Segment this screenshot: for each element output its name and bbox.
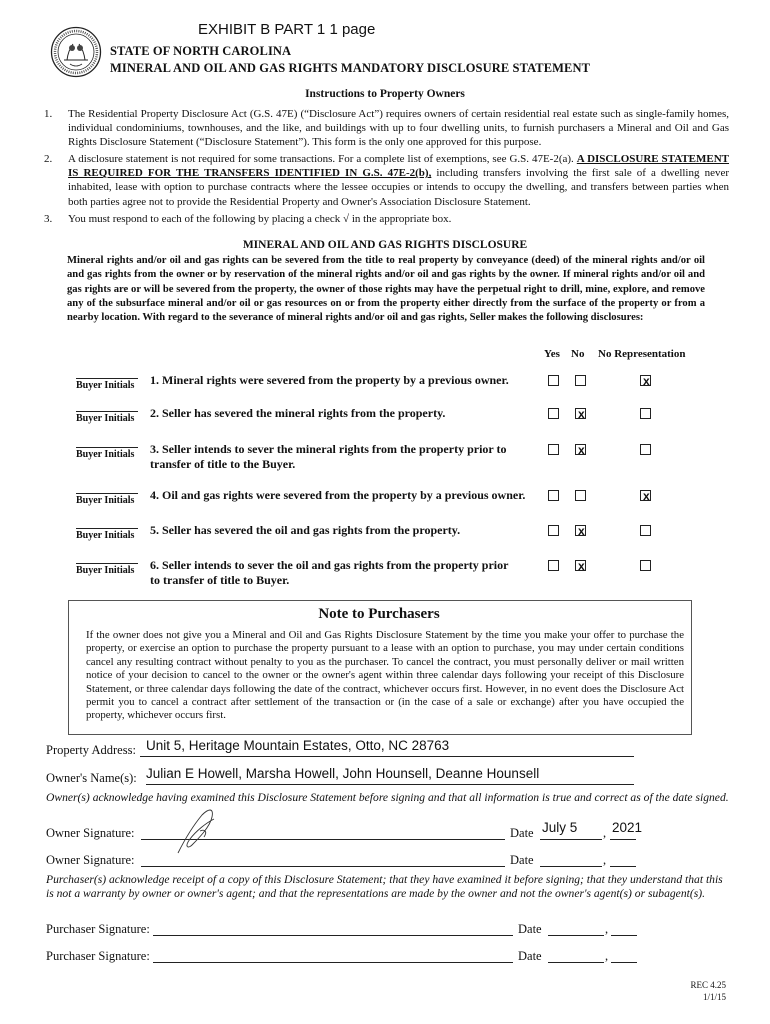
purchaser-date-line-2[interactable] [548,962,604,963]
property-address-label: Property Address: [46,743,136,757]
question-text: 3. Seller intends to sever the mineral rights from the property prior to [150,442,507,456]
question-text: 5. Seller has severed the oil and gas rights from the property. [150,523,461,537]
state-seal-icon [50,26,102,78]
check-mark: x [643,374,650,388]
instruction-number: 2. [44,153,53,165]
owner-date-line-2[interactable] [540,866,602,867]
disclosure-title: MINERAL AND OIL AND GAS RIGHTS DISCLOSURE [242,239,528,251]
check-mark: x [578,524,585,538]
checkbox-no-rep[interactable] [640,490,651,501]
instruction-number: 3. [44,213,53,225]
buyer-initials-label: Buyer Initials [76,495,135,506]
signature-scribble-icon [170,801,230,859]
instruction-text-pre: A disclosure statement is not required for some transactions. For a complete list of exemptions, see G.S. 47E-2(a). [68,153,574,165]
column-yes: Yes [544,348,560,360]
disclosure-question [150,373,542,388]
instruction-item-2 [44,152,729,210]
purchaser-signature-label-2: Purchaser Signature: [46,949,150,963]
check-mark: x [578,443,585,457]
date-comma: , [605,949,609,963]
checkbox-yes[interactable] [548,375,559,386]
owner-date-year-line-2[interactable] [610,866,636,867]
disclosure-question [150,488,542,503]
instruction-emphasis: A DISCLOSURE STATEMENT IS REQUIRED FOR THE TRANSFERS IDENTIFIED IN G.S. 47E-2(b), [68,153,730,180]
owner-date-year-line[interactable] [610,839,636,840]
check-mark: x [578,559,585,573]
owner-date-month-line[interactable] [540,839,602,840]
buyer-initials-label: Buyer Initials [76,530,135,541]
footer-form-code: REC 4.25 [690,980,726,990]
question-text: 6. Seller intends to sever the oil and gas rights from the property prior [150,558,509,572]
owners-names-line [146,784,634,785]
checkbox-yes[interactable] [548,408,559,419]
buyer-initials-line[interactable] [76,378,138,379]
disclosure-question [150,406,542,421]
instruction-number: 1. [44,108,53,120]
checkbox-no[interactable] [575,525,586,536]
buyer-initials-label: Buyer Initials [76,449,135,460]
question-text: 4. Oil and gas rights were severed from the property by a previous owner. [150,488,526,502]
owner-date-label: Date [510,826,534,840]
checkbox-no[interactable] [575,408,586,419]
buyer-initials-line[interactable] [76,411,138,412]
owner-signature-line-2[interactable] [141,866,505,867]
owner-signature-label-2: Owner Signature: [46,853,135,867]
checkbox-no-rep[interactable] [640,560,651,571]
buyer-initials-line[interactable] [76,563,138,564]
column-no: No [571,348,585,360]
checkbox-yes[interactable] [548,560,559,571]
checkbox-no[interactable] [575,375,586,386]
property-address-line [140,756,634,757]
purchaser-acknowledgement: Purchaser(s) acknowledge receipt of a copy of this Disclosure Statement; that they have examined it before signing; that they understand that this is not a warranty by owner or owner's agent; and that the representations are made by the owner and not the owner's agent(s) or subagent(s). [46,873,723,901]
purchaser-signature-line[interactable] [153,935,513,936]
check-mark: x [578,407,585,421]
checkbox-yes[interactable] [548,490,559,501]
checkbox-no-rep[interactable] [640,375,651,386]
purchaser-signature-label: Purchaser Signature: [46,922,150,936]
buyer-initials-line[interactable] [76,528,138,529]
question-text: 2. Seller has severed the mineral rights from the property. [150,406,446,420]
checkbox-yes[interactable] [548,525,559,536]
date-comma: , [603,826,607,840]
owner-signature-label: Owner Signature: [46,826,135,840]
checkbox-no[interactable] [575,444,586,455]
checkbox-no[interactable] [575,560,586,571]
question-text-continued: to transfer of title to Buyer. [150,572,290,587]
footer-date: 1/1/15 [702,992,726,1002]
checkbox-no-rep[interactable] [640,408,651,419]
instruction-item-3 [44,212,729,228]
buyer-initials-label: Buyer Initials [76,413,135,424]
checkbox-no-rep[interactable] [640,525,651,536]
date-comma: , [605,922,609,936]
disclosure-question [150,558,542,587]
note-title: Note to Purchasers [318,606,440,622]
purchaser-date-line[interactable] [548,935,604,936]
owner-date-month[interactable]: July 5 [542,820,578,835]
owners-names-value[interactable]: Julian E Howell, Marsha Howell, John Hounsell, Deanne Hounsell [146,766,540,781]
purchaser-date-label-2: Date [518,949,542,963]
buyer-initials-label: Buyer Initials [76,565,135,576]
date-comma: , [603,853,607,867]
question-text: 1. Mineral rights were severed from the property by a previous owner. [150,373,509,387]
question-text-continued: transfer of title to the Buyer. [150,456,296,471]
instruction-text: The Residential Property Disclosure Act (G.S. 47E) (“Disclosure Act”) requires owners of certain residential real estate such as single-family homes, individual condominiums, townhouses, and the like, and buildings with up to four dwelling units, to furnish purchasers a Mineral and Oil and Gas Rights Disclosure Statement (“Disclosure Statement”). This form is the only one approved for this purpose. [68,108,729,149]
purchaser-signature-line-2[interactable] [153,962,513,963]
purchaser-date-year-line-2[interactable] [611,962,637,963]
state-heading: STATE OF NORTH CAROLINA [110,44,292,58]
instructions-title: Instructions to Property Owners [305,88,465,100]
checkbox-yes[interactable] [548,444,559,455]
owner-date-year[interactable]: 2021 [612,820,643,835]
form-title: MINERAL AND OIL AND GAS RIGHTS MANDATORY DISCLOSURE STATEMENT [110,61,591,75]
disclosure-question [150,523,542,538]
owners-names-label: Owner's Name(s): [46,771,137,785]
owner-date-label-2: Date [510,853,534,867]
buyer-initials-line[interactable] [76,447,138,448]
disclosure-paragraph: Mineral rights and/or oil and gas rights can be severed from the title to real property by conveyance (deed) of the mineral rights and/or oil and gas rights from the owner or by reservation of the mineral rights and/or oil and gas rights by the owner. If mineral rights and/or oil and gas rights are or will be severed from the property, the owner of those rights may have the perpetual right to drill, mine, explore, and remove any of the subsurface mineral and/or oil or gas resources on or from the property either directly from the surface of the property or from a nearby location. With regard to the severance of mineral rights and/or oil and gas rights, Seller makes the following disclosures: [67,255,705,324]
buyer-initials-line[interactable] [76,493,138,494]
check-mark: x [643,489,650,503]
exhibit-label: EXHIBIT B PART 1 1 page [198,21,376,38]
checkbox-no-rep[interactable] [640,444,651,455]
purchaser-date-label: Date [518,922,542,936]
purchaser-date-year-line[interactable] [611,935,637,936]
note-text: If the owner does not give you a Mineral and Oil and Gas Rights Disclosure Statement by the time you make your offer to purchase the property, or exercise an option to purchase the property pursuant to a lease with an option to purchase, you may under certain conditions cancel any resulting contract without penalty to you as the purchaser. To cancel the contract, you must personally deliver or mail written notice of your decision to cancel to the owner or the owner's agent within three calendar days following your receipt of this Disclosure Statement, or three calendar days following the date of the contract, whichever occurs first. However, in no event does the Disclosure Act permit you to cancel a contract after settlement of the transaction or (in the case of a sale or exchange) after you have occupied the property, whichever occurs first. [86,629,684,722]
disclosure-question [150,442,542,471]
column-no-representation: No Representation [598,348,686,360]
checkbox-no[interactable] [575,490,586,501]
owner-acknowledgement: Owner(s) acknowledge having examined this Disclosure Statement before signing and that all information is true and correct as of the date signed. [46,791,729,804]
instruction-item-1 [44,107,729,151]
instruction-text [68,152,729,209]
property-address-value[interactable]: Unit 5, Heritage Mountain Estates, Otto, NC 28763 [146,738,450,753]
instruction-text: You must respond to each of the following by placing a check √ in the appropriate box. [68,213,452,225]
instruction-text-post: including transfers involving the first sale of a dwelling never inhabited, lease with option to purchase contracts where the lessee occupies or intends to occupy the dwelling, and transfers between parties when both parties agree not to provide the Residential Property and Owner's Association Disclosure Statement. [68,167,730,208]
buyer-initials-label: Buyer Initials [76,380,135,391]
